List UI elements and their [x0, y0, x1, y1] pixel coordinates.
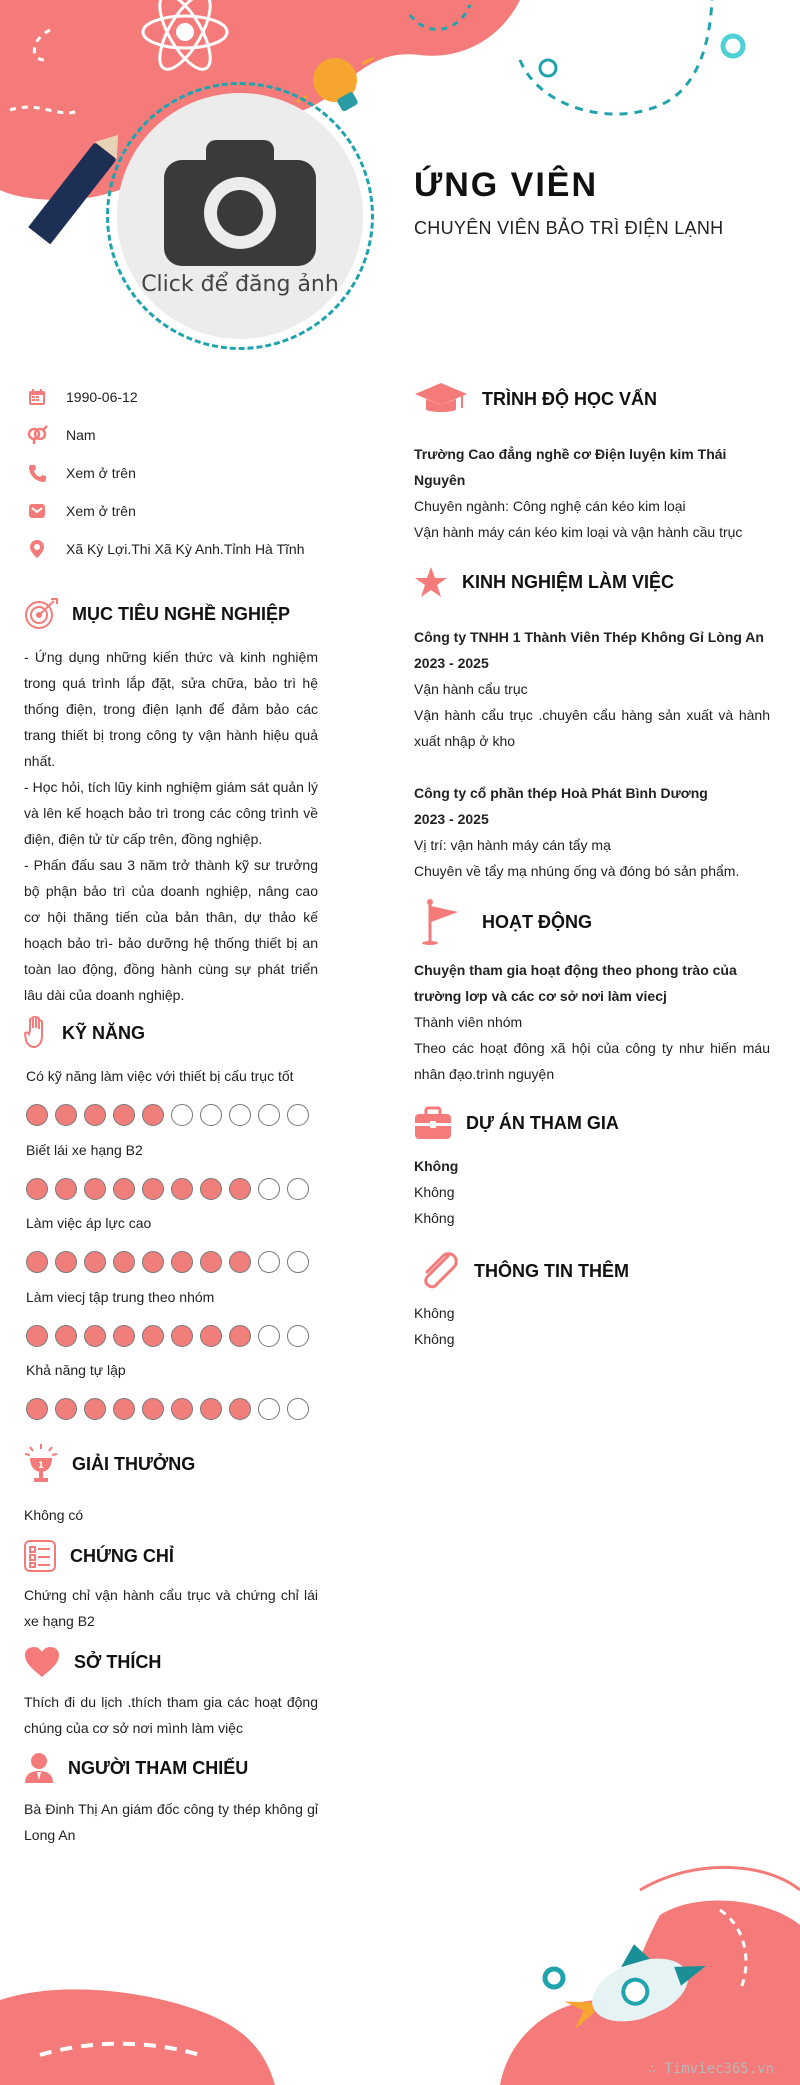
- job-description: Chuyên về tẩy mạ nhúng ống và đóng bó sản phẩm.: [414, 863, 740, 879]
- skill-rating: [26, 1251, 309, 1273]
- rating-dot-filled: [84, 1251, 106, 1273]
- education-school: Trường Cao đẳng nghề cơ Điện luyện kim Thái Nguyên: [414, 446, 727, 488]
- contact-address: [26, 538, 305, 560]
- email-icon: [26, 500, 48, 522]
- career-goal-paragraph: - Phấn đấu sau 3 năm trở thành kỹ sư trưởng bộ phận bảo trì của doanh nghiệp, nâng cao cơ hội thăng tiến của bản thân, dự thảo kế hoạch bảo trì- bảo dưỡng hệ thống thiết bị an toàn lao động, đồng hành cùng sự phát triển lâu dài của doanh nghiệp.: [24, 857, 318, 1003]
- rating-dot-filled: [171, 1398, 193, 1420]
- camera-icon: [164, 136, 316, 266]
- avatar-upload[interactable]: [106, 82, 374, 350]
- rating-dot-filled: [142, 1104, 164, 1126]
- education-heading: [414, 382, 657, 416]
- rating-dot-filled: [113, 1398, 135, 1420]
- contact-email: [26, 500, 136, 522]
- rating-dot-filled: [26, 1398, 48, 1420]
- rating-dot-filled: [55, 1325, 77, 1347]
- contact-gender: [26, 424, 96, 446]
- education-body: [414, 441, 770, 545]
- watermark: [648, 2061, 774, 2077]
- rating-dot-filled: [229, 1398, 251, 1420]
- briefcase-icon: [414, 1106, 452, 1140]
- references-heading: [24, 1752, 248, 1784]
- career-goal-heading: [24, 598, 290, 630]
- rating-dot-filled: [142, 1325, 164, 1347]
- gender-icon: [26, 424, 48, 446]
- rating-dot-filled: [26, 1104, 48, 1126]
- rating-dot-filled: [55, 1178, 77, 1200]
- certificates-text: Chứng chỉ vận hành cẩu trục và chứng chỉ lái xe hạng B2: [24, 1587, 318, 1629]
- rating-dot-filled: [171, 1251, 193, 1273]
- rating-dot-filled: [200, 1178, 222, 1200]
- rating-dot-filled: [26, 1251, 48, 1273]
- rating-dot-empty: [258, 1398, 280, 1420]
- job-description: Vận hành cẩu trục .chuyên cẩu hàng sản xuất và hành xuất nhập ở kho: [414, 707, 770, 749]
- star-icon: [414, 566, 448, 598]
- rating-dot-empty: [287, 1325, 309, 1347]
- rating-dot-empty: [287, 1251, 309, 1273]
- rating-dot-filled: [142, 1251, 164, 1273]
- skill-name: Khả năng tự lập: [26, 1362, 126, 1378]
- rating-dot-filled: [55, 1104, 77, 1126]
- education-major: Chuyên ngành: Công nghệ cán kéo kim loại: [414, 498, 686, 514]
- candidate-name: ỨNG VIÊN: [414, 166, 599, 204]
- paperclip-icon: [418, 1250, 460, 1292]
- contact-birthday: [26, 386, 138, 408]
- job-company: Công ty cổ phần thép Hoà Phát Bình Dương: [414, 785, 708, 801]
- skill-rating: [26, 1104, 309, 1126]
- flag-icon: [420, 898, 460, 946]
- rating-dot-filled: [113, 1178, 135, 1200]
- rating-dot-filled: [200, 1251, 222, 1273]
- rating-dot-empty: [287, 1104, 309, 1126]
- projects-heading: [414, 1106, 619, 1140]
- rating-dot-empty: [258, 1325, 280, 1347]
- hobbies-heading: [24, 1646, 161, 1678]
- activities-body: [414, 957, 770, 1087]
- certificates-title: CHỨNG CHỈ: [70, 1545, 174, 1566]
- phone-value: Xem ở trên: [66, 465, 136, 481]
- rating-dot-filled: [26, 1325, 48, 1347]
- rating-dot-filled: [55, 1251, 77, 1273]
- extra-info-body: [414, 1300, 770, 1352]
- activity-name: Chuyện tham gia hoạt động theo phong trào của trường lơp và các cơ sở nơi làm viecj: [414, 962, 737, 1004]
- target-icon: [24, 598, 58, 630]
- rating-dot-filled: [84, 1104, 106, 1126]
- candidate-role: CHUYÊN VIÊN BẢO TRÌ ĐIỆN LẠNH: [414, 218, 724, 238]
- rating-dot-filled: [84, 1325, 106, 1347]
- awards-text: Không có: [24, 1507, 84, 1523]
- projects-body: [414, 1153, 770, 1231]
- rating-dot-empty: [200, 1104, 222, 1126]
- skill-rating: [26, 1325, 309, 1347]
- certificates-heading: [24, 1540, 174, 1572]
- birthday-value: 1990-06-12: [66, 389, 138, 405]
- contact-phone: [26, 462, 136, 484]
- address-value: Xã Kỳ Lợi.Thi Xã Kỳ Anh.Tỉnh Hà Tĩnh: [66, 541, 305, 557]
- rating-dot-empty: [258, 1178, 280, 1200]
- references-title: NGƯỜI THAM CHIẾU: [68, 1757, 249, 1778]
- rating-dot-filled: [55, 1398, 77, 1420]
- rating-dot-empty: [287, 1178, 309, 1200]
- location-pin-icon: [26, 538, 48, 560]
- svg-text:1: 1: [37, 1461, 45, 1471]
- rating-dot-filled: [142, 1398, 164, 1420]
- job-position: Vận hành cẩu trục: [414, 681, 528, 697]
- skill-name: Làm viecj tập trung theo nhóm: [26, 1288, 215, 1305]
- rating-dot-empty: [229, 1104, 251, 1126]
- rating-dot-filled: [200, 1325, 222, 1347]
- skill-name: Có kỹ năng làm việc với thiết bị cấu trục tốt: [26, 1068, 294, 1084]
- experience-job: [414, 624, 770, 754]
- activities-heading: [420, 898, 592, 946]
- rating-dot-filled: [171, 1325, 193, 1347]
- avatar-placeholder: [117, 93, 363, 339]
- rating-dot-empty: [258, 1104, 280, 1126]
- experience-title: KINH NGHIỆM LÀM VIỆC: [462, 571, 675, 592]
- watermark-text: Timviec365.vn: [664, 2061, 774, 2077]
- activity-description: Theo các hoạt đông xã hội của công ty như hiến máu nhân đạo.trình nguyện: [414, 1040, 770, 1082]
- career-goal-text: [24, 644, 318, 1008]
- skill-rating: [26, 1178, 309, 1200]
- avatar-label: Click để đăng ảnh: [141, 271, 339, 297]
- rating-dot-filled: [229, 1178, 251, 1200]
- phone-icon: [26, 462, 48, 484]
- rating-dot-filled: [229, 1325, 251, 1347]
- rating-dot-empty: [171, 1104, 193, 1126]
- references-text: Bà Đinh Thị An giám đốc công ty thép không gỉ Long An: [24, 1801, 318, 1843]
- checklist-icon: [24, 1540, 56, 1572]
- rating-dot-empty: [287, 1398, 309, 1420]
- job-company: Công ty TNHH 1 Thành Viên Thép Không Gỉ Lòng An: [414, 629, 764, 645]
- graduation-cap-icon: [414, 382, 468, 416]
- extra-info-heading: [418, 1250, 629, 1292]
- job-period: 2023 - 2025: [414, 655, 489, 671]
- rating-dot-filled: [200, 1398, 222, 1420]
- rating-dot-filled: [113, 1251, 135, 1273]
- extra-info-line: Không: [414, 1331, 455, 1347]
- experience-job: [414, 780, 770, 884]
- rating-dot-empty: [258, 1251, 280, 1273]
- skill-name: Biết lái xe hạng B2: [26, 1141, 143, 1158]
- calendar-icon: [26, 386, 48, 408]
- rating-dot-filled: [142, 1178, 164, 1200]
- extra-info-title: THÔNG TIN THÊM: [474, 1260, 629, 1281]
- activities-title: HOẠT ĐỘNG: [482, 911, 592, 932]
- career-goal-paragraph: - Ứng dụng những kiến thức và kinh nghiệm trong quá trình lắp đặt, sửa chữa, bảo trì hệ thống điện, trong điện lạnh để đảm bảo các trang thiết bị trong công ty vận hành hiệu quả nhất.: [24, 649, 318, 769]
- gender-value: Nam: [66, 427, 96, 443]
- experience-heading: [414, 566, 674, 598]
- project-line: Không: [414, 1210, 455, 1226]
- activity-role: Thành viên nhóm: [414, 1014, 523, 1030]
- job-position: Vị trí: vận hành máy cán tẩy mạ: [414, 837, 611, 853]
- trophy-icon: [24, 1444, 58, 1484]
- education-title: TRÌNH ĐỘ HỌC VẤN: [482, 388, 657, 409]
- footer-decoration: [0, 1850, 800, 2085]
- rating-dot-filled: [26, 1178, 48, 1200]
- person-icon: [24, 1752, 54, 1784]
- email-value: Xem ở trên: [66, 503, 136, 519]
- projects-title: DỰ ÁN THAM GIA: [466, 1112, 619, 1133]
- rating-dot-filled: [113, 1325, 135, 1347]
- hand-icon: [24, 1016, 48, 1050]
- career-goal-title: MỤC TIÊU NGHỀ NGHIỆP: [72, 603, 291, 624]
- awards-title: GIẢI THƯỞNG: [72, 1453, 196, 1474]
- skills-heading: [24, 1016, 145, 1050]
- project-name: Không: [414, 1158, 459, 1174]
- watermark-logo-icon: ∴: [647, 2061, 665, 2077]
- rating-dot-filled: [84, 1178, 106, 1200]
- awards-heading: [24, 1444, 195, 1484]
- hobbies-title: SỞ THÍCH: [74, 1651, 162, 1672]
- skill-name: Làm việc áp lực cao: [26, 1215, 152, 1231]
- skill-rating: [26, 1398, 309, 1420]
- job-period: 2023 - 2025: [414, 811, 489, 827]
- education-detail: Vận hành máy cán kéo kim loại và vận hành cầu trục: [414, 524, 743, 540]
- rating-dot-filled: [171, 1178, 193, 1200]
- extra-info-line: Không: [414, 1305, 455, 1321]
- heart-icon: [24, 1646, 60, 1678]
- skills-title: KỸ NĂNG: [62, 1022, 146, 1043]
- career-goal-paragraph: - Học hỏi, tích lũy kinh nghiệm giám sát quản lý và lên kế hoạch bảo trì trong các công trình về điện, điện tử từ cấp trên, đồng nghiệp.: [24, 779, 318, 847]
- rating-dot-filled: [84, 1398, 106, 1420]
- hobbies-text: Thích đi du lịch .thích tham gia các hoạt động chúng của cơ sở nơi mình làm việc: [24, 1694, 318, 1736]
- rating-dot-filled: [229, 1251, 251, 1273]
- rating-dot-filled: [113, 1104, 135, 1126]
- project-line: Không: [414, 1184, 455, 1200]
